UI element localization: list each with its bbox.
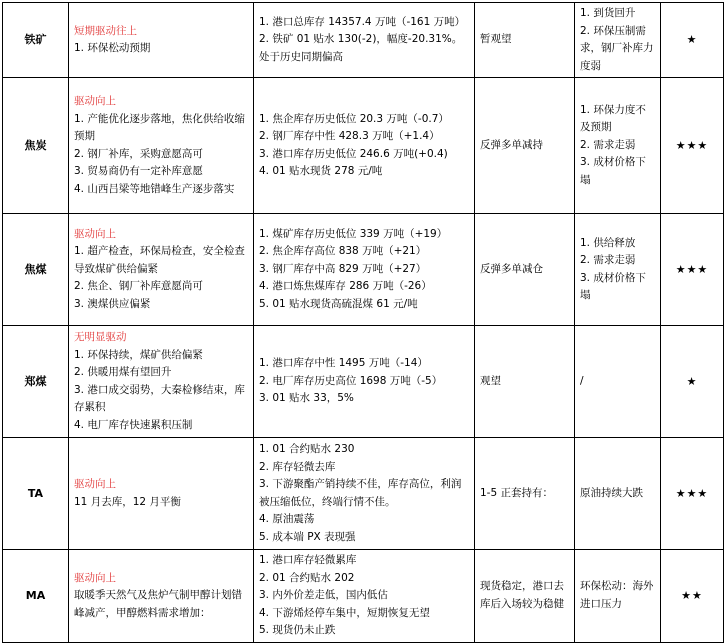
risk-item: 3. 成材价格下塌 — [580, 271, 646, 301]
driver-item: 3. 贸易商仍有一定补库意愿 — [74, 165, 203, 177]
driver-item: 3. 澳煤供应偏紧 — [74, 297, 151, 310]
fundamental-item: 4. 港口炼焦煤库存 286 万吨（-26） — [259, 280, 432, 293]
fundamental-item: 4. 原油震荡 — [259, 513, 315, 525]
fundamentals-cell — [254, 550, 475, 643]
risk-cell — [575, 3, 661, 78]
driver-item: 1. 环保持续，煤矿供给偏紧 — [74, 348, 203, 361]
strategy-cell — [475, 438, 575, 550]
driver-lead: 无明显驱动 — [74, 331, 127, 343]
fundamentals-cell — [254, 3, 475, 78]
strategy-item: 反弹多单减仓 — [480, 262, 543, 275]
risk-item: 2. 需求走弱 — [580, 254, 636, 266]
driver-item: 11 月去库，12 月平衡 — [74, 495, 181, 508]
driver-cell — [69, 3, 254, 78]
commodity-table — [2, 2, 724, 643]
fundamentals-cell — [254, 326, 475, 438]
driver-item: 1. 产能优化逐步落地，焦化供给收缩预期 — [74, 112, 245, 142]
rating-stars: ★ — [661, 326, 724, 438]
rating-stars: ★★★ — [661, 214, 724, 326]
commodity-name: 焦炭 — [3, 78, 69, 214]
driver-item: 3. 港口成交弱势，大秦检修结束，库存累积 — [74, 383, 245, 413]
fundamental-item: 4. 01 贴水现货 278 元/吨 — [259, 165, 383, 177]
commodity-name: TA — [3, 438, 69, 550]
fundamental-item: 3. 下游聚酯产销持续不佳，库存高位，利润被压缩低位，终端行情不佳。 — [259, 478, 462, 508]
strategy-cell — [475, 78, 575, 214]
driver-item: 4. 山西吕梁等地错峰生产逐步落实 — [74, 182, 235, 195]
fundamentals-cell — [254, 438, 475, 550]
fundamental-item: 3. 港口库存历史低位 246.6 万吨(+0.4) — [259, 147, 448, 160]
driver-cell — [69, 438, 254, 550]
rating-stars: ★★★ — [661, 438, 724, 550]
driver-lead: 驱动向上 — [74, 478, 116, 490]
risk-cell — [575, 214, 661, 326]
strategy-item: 反弹多单减持 — [480, 138, 543, 151]
risk-item: 原油持续大跌 — [580, 486, 643, 499]
fundamental-item: 1. 01 合约贴水 230 — [259, 443, 355, 455]
fundamental-item: 2. 电厂库存历史高位 1698 万吨（-5） — [259, 374, 443, 387]
fundamental-item: 2. 钢厂库存中性 428.3 万吨（+1.4） — [259, 130, 440, 142]
rating-stars: ★ — [661, 3, 724, 78]
driver-item: 4. 电厂库存快速累积压制 — [74, 418, 193, 431]
fundamental-item: 3. 01 贴水 33，5% — [259, 392, 354, 405]
fundamental-item: 1. 港口总库存 14357.4 万吨（-161 万吨） — [259, 15, 466, 28]
strategy-cell — [475, 3, 575, 78]
table-row — [3, 326, 724, 438]
driver-item: 2. 供暖用煤有望回升 — [74, 366, 172, 378]
risk-cell — [575, 438, 661, 550]
table-row — [3, 550, 724, 643]
table-row — [3, 214, 724, 326]
fundamental-item: 1. 港口库存轻微累库 — [259, 554, 357, 566]
driver-lead: 驱动向上 — [74, 95, 116, 107]
strategy-cell — [475, 550, 575, 643]
risk-item: 3. 成材价格下塌 — [580, 156, 646, 186]
fundamental-item: 1. 焦企库存历史低位 20.3 万吨（-0.7） — [259, 112, 449, 125]
driver-cell — [69, 78, 254, 214]
driver-item: 2. 焦企、钢厂补库意愿尚可 — [74, 280, 203, 293]
rating-stars: ★★ — [661, 550, 724, 643]
strategy-item: 暂观望 — [480, 33, 512, 46]
fundamental-item: 3. 钢厂库存中高 829 万吨（+27） — [259, 262, 427, 275]
strategy-item: 现货稳定，港口去库后入场较为稳健 — [480, 580, 564, 610]
driver-cell — [69, 326, 254, 438]
strategy-cell — [475, 326, 575, 438]
strategy-item: 观望 — [480, 374, 501, 387]
risk-cell — [575, 326, 661, 438]
fundamental-item: 5. 现货仍未止跌 — [259, 624, 336, 636]
driver-item: 1. 环保松动预期 — [74, 42, 151, 54]
driver-item: 2. 钢厂补库，采购意愿高可 — [74, 147, 203, 160]
fundamental-item: 2. 库存轻微去库 — [259, 460, 336, 473]
risk-cell — [575, 550, 661, 643]
strategy-item: 1-5 正套持有： — [480, 486, 553, 499]
driver-lead: 驱动向上 — [74, 571, 116, 584]
driver-item: 取暖季天然气及焦炉气制甲醇计划错峰减产，甲醇燃料需求增加： — [74, 589, 242, 619]
fundamentals-cell — [254, 214, 475, 326]
driver-item: 1. 超产检查，环保局检查，安全检查导致煤矿供给偏紧 — [74, 245, 245, 275]
commodity-name: 铁矿 — [3, 3, 69, 78]
risk-item: 1. 到货回升 — [580, 7, 636, 19]
table-row — [3, 438, 724, 550]
risk-cell — [575, 78, 661, 214]
fundamental-item: 2. 焦企库存高位 838 万吨（+21） — [259, 245, 427, 258]
strategy-cell — [475, 214, 575, 326]
commodity-name: 焦煤 — [3, 214, 69, 326]
risk-item: / — [580, 374, 584, 387]
table-row — [3, 3, 724, 78]
risk-item: 2. 需求走弱 — [580, 138, 636, 151]
fundamental-item: 2. 铁矿 01 贴水 130(-2)，幅度-20.31%。处于历史同期偏高 — [259, 33, 463, 63]
commodity-name: 郑煤 — [3, 326, 69, 438]
fundamental-item: 5. 成本端 PX 表现强 — [259, 530, 356, 543]
fundamental-item: 2. 01 合约贴水 202 — [259, 571, 355, 584]
driver-lead: 驱动向上 — [74, 227, 116, 240]
risk-item: 环保松动：海外进口压力 — [580, 580, 654, 610]
fundamental-item: 1. 港口库存中性 1495 万吨（-14） — [259, 357, 428, 370]
rating-stars: ★★★ — [661, 78, 724, 214]
risk-item: 1. 环保力度不及预期 — [580, 103, 646, 134]
fundamental-item: 3. 内外价差走低，国内低估 — [259, 589, 388, 601]
driver-cell — [69, 214, 254, 326]
table-row — [3, 78, 724, 214]
fundamental-item: 4. 下游烯烃停车集中，短期恢复无望 — [259, 606, 430, 619]
fundamental-item: 5. 01 贴水现货高硫混煤 61 元/吨 — [259, 297, 418, 310]
commodity-name: MA — [3, 550, 69, 643]
driver-lead: 短期驱动往上 — [74, 24, 137, 37]
fundamentals-cell — [254, 78, 475, 214]
driver-cell — [69, 550, 254, 643]
risk-item: 2. 环保压制需求，钢厂补库力度弱 — [580, 24, 654, 72]
fundamental-item: 1. 煤矿库存历史低位 339 万吨（+19） — [259, 227, 448, 240]
risk-item: 1. 供给释放 — [580, 236, 636, 249]
